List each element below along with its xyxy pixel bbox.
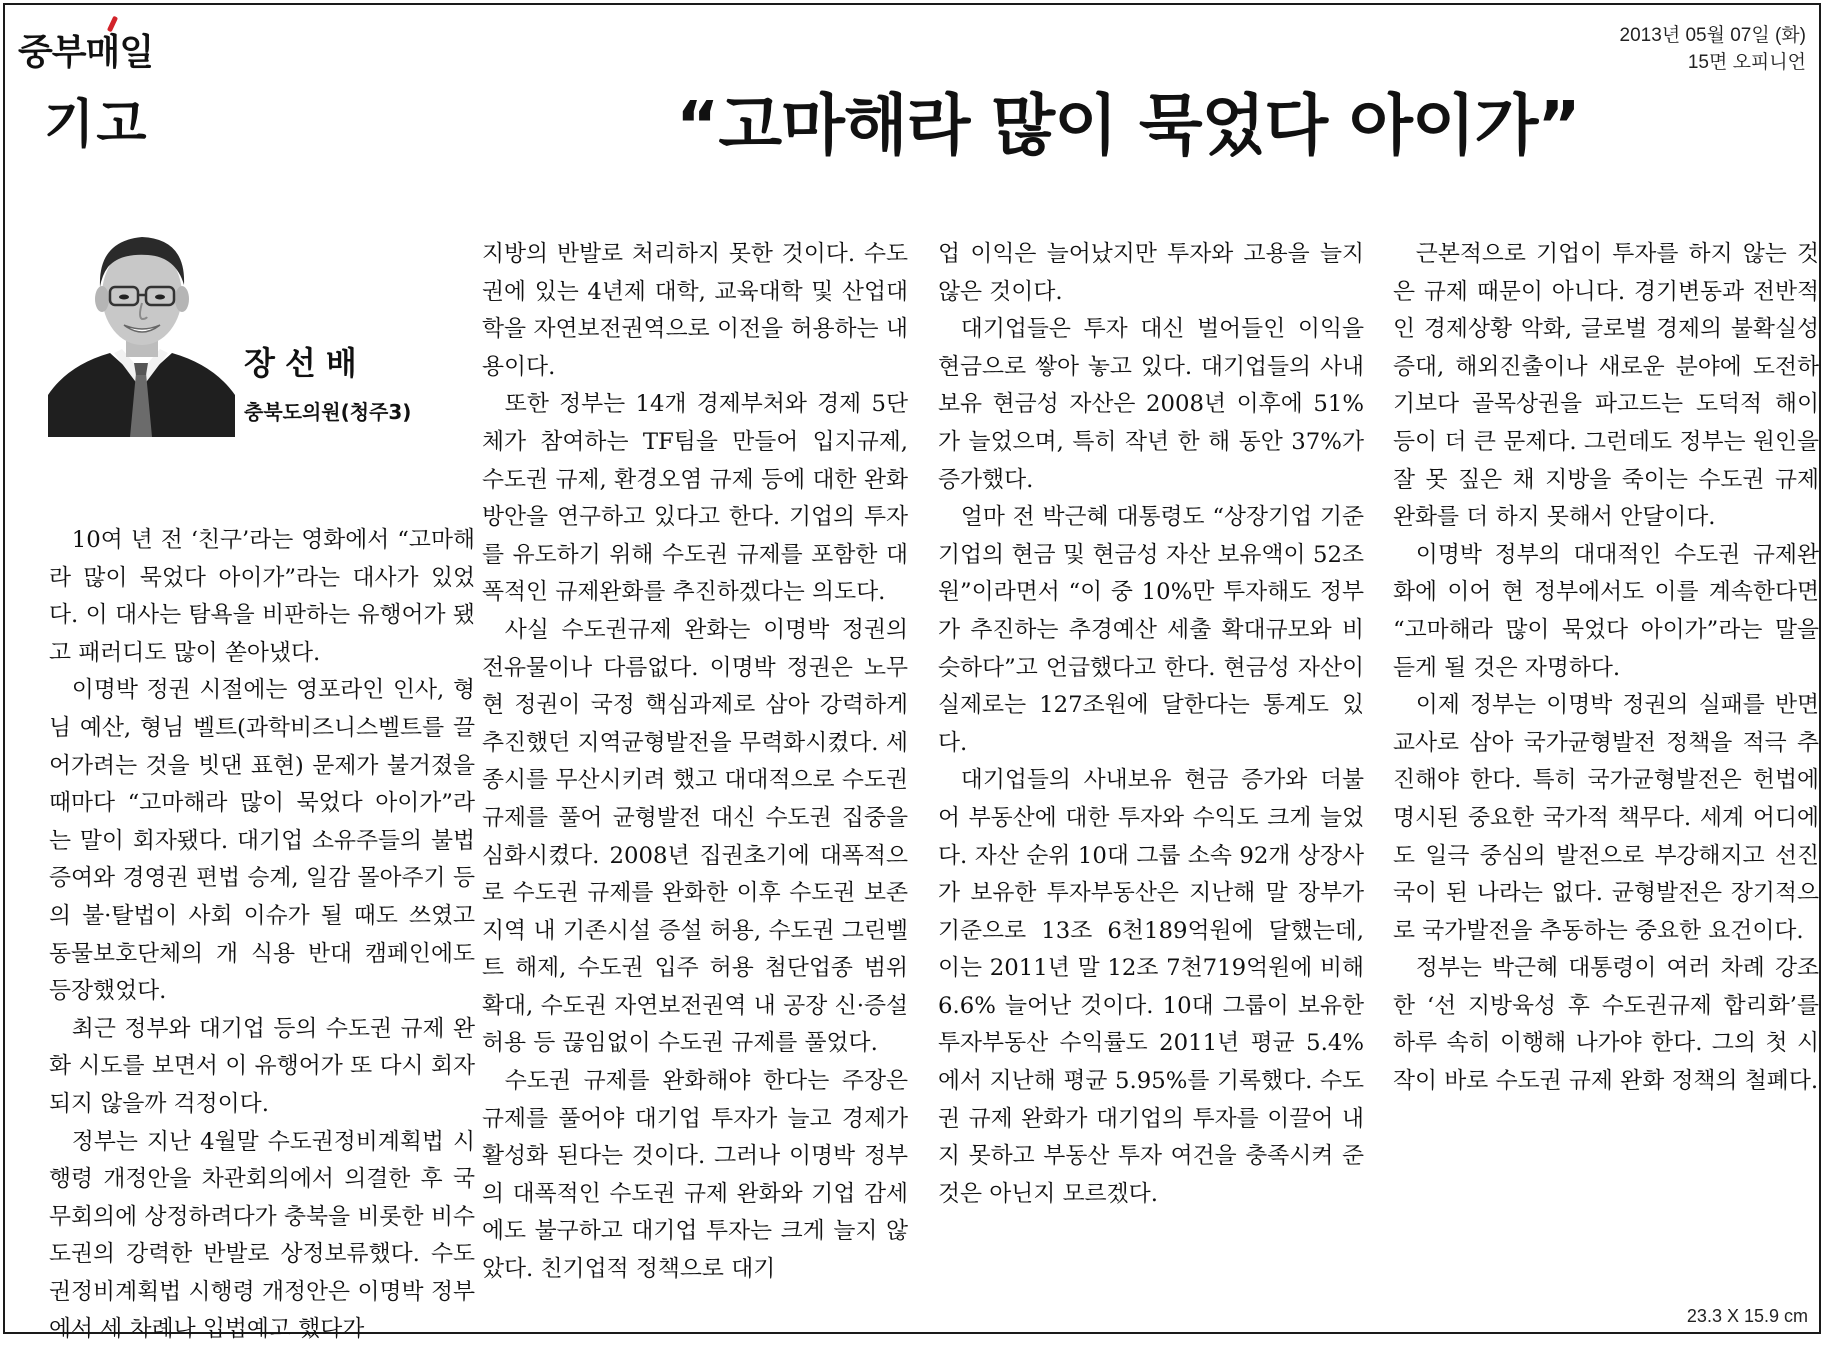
section-label: 기고 [44, 82, 148, 157]
paragraph: 정부는 지난 4월말 수도권정비계획법 시행령 개정안을 차관회의에서 의결한 후 국무회의에 상정하려다가 충북을 비롯한 비수도권의 강력한 반발로 상정보류했다. 수도권정비계획법 시행령 개정안은 이명박 정부에서 세 차례나 입법예고 했다가 [49, 1124, 475, 1349]
author-portrait-photo [48, 213, 235, 437]
paragraph: 사실 수도권규제 완화는 이명박 정권의 전유물이나 다름없다. 이명박 정권은 노무현 정권이 국정 핵심과제로 삼아 강력하게 추진했던 지역균형발전을 무력화시켰다. 세종시를 무산시키려 했고 대대적으로 수도권규제를 풀어 균형발전 대신 수도권 집중을 심화시켰다. 2008년 집권초기에 대폭적으로 수도권 규제를 완화한 이후 수도권 보존지역 내 기존시설 증설 허용, 수도권 그린벨트 해제, 수도권 입주 허용 첨단업종 범위 확대, 수도권 자연보전권역 내 공장 신·증설 허용 등 끊임없이 수도권 규제를 풀었다. [482, 612, 908, 1063]
paragraph: 이명박 정부의 대대적인 수도권 규제완화에 이어 현 정부에서도 이를 계속한다면 “고마해라 많이 묵었다 아이가”라는 말을 듣게 될 것은 자명하다. [1393, 537, 1819, 687]
article-headline: “고마해라 많이 묵었다 아이가” [676, 72, 1580, 167]
paragraph: 또한 정부는 14개 경제부처와 경제 5단체가 참여하는 TF팀을 만들어 입지규제, 수도권 규제, 환경오염 규제 등에 대한 완화방안을 연구하고 있다고 한다. 기업의 투자를 유도하기 위해 수도권 규제를 포함한 대폭적인 규제완화를 추진하겠다는 의도다. [482, 386, 908, 612]
article-column-2 [482, 236, 908, 1318]
paragraph: 수도권 규제를 완화해야 한다는 주장은 규제를 풀어야 대기업 투자가 늘고 경제가 활성화 된다는 것이다. 그러나 이명박 정부의 대폭적인 수도권 규제 완화와 기업 감세에도 불구하고 대기업 투자는 크게 늘지 않았다. 친기업적 정책으로 대기 [482, 1063, 908, 1289]
paragraph: 이명박 정권 시절에는 영포라인 인사, 형님 예산, 형님 벨트(과학비즈니스벨트를 끌어가려는 것을 빗댄 표현) 문제가 불거졌을 때마다 “고마해라 많이 묵었다 아이가”라는 말이 회자됐다. 대기업 소유주들의 불법 증여와 경영권 편법 승계, 일감 몰아주기 등의 불·탈법이 사회 이슈가 될 때도 쓰였고 동물보호단체의 개 식용 반대 캠페인에도 등장했었다. [49, 672, 475, 1010]
paragraph: 얼마 전 박근혜 대통령도 “상장기업 기준 기업의 현금 및 현금성 자산 보유액이 52조원”이라면서 “이 중 10%만 투자해도 정부가 추진하는 추경예산 세출 확대규모와 비슷하다”고 언급했다고 한다. 현금성 자산이 실제로는 127조원에 달한다는 통계도 있다. [938, 499, 1364, 762]
author-name: 장선배 [244, 338, 367, 384]
paragraph: 최근 정부와 대기업 등의 수도권 규제 완화 시도를 보면서 이 유행어가 또 다시 회자되지 않을까 걱정이다. [49, 1011, 475, 1124]
article-column-3 [938, 236, 1364, 1318]
article-column-1 [49, 522, 475, 1318]
newspaper-logo [18, 24, 153, 75]
paragraph: 이제 정부는 이명박 정권의 실패를 반면교사로 삼아 국가균형발전 정책을 적극 추진해야 한다. 특히 국가균형발전은 헌법에 명시된 중요한 국가적 책무다. 세계 어디에도 일극 중심의 발전으로 부강해지고 선진국이 된 나라는 없다. 균형발전은 장기적으로 국가발전을 추동하는 중요한 요건이다. [1393, 687, 1819, 950]
issue-date: 2013년 05월 07일 (화) [1620, 22, 1806, 49]
paragraph: 지방의 반발로 처리하지 못한 것이다. 수도권에 있는 4년제 대학, 교육대학 및 산업대학을 자연보전권역으로 이전을 허용하는 내용이다. [482, 236, 908, 386]
paragraph: 정부는 박근혜 대통령이 여러 차례 강조한 ‘선 지방육성 후 수도권규제 합리화’를 하루 속히 이행해 나가야 한다. 그의 첫 시작이 바로 수도권 규제 완화 정책의 철폐다. [1393, 950, 1819, 1100]
paragraph: 근본적으로 기업이 투자를 하지 않는 것은 규제 때문이 아니다. 경기변동과 전반적인 경제상황 악화, 글로벌 경제의 불확실성 증대, 해외진출이나 새로운 분야에 도전하기보다 골목상권을 파고드는 도덕적 해이 등이 더 큰 문제다. 그런데도 정부는 원인을 잘 못 짚은 채 지방을 죽이는 수도권 규제 완화를 더 하지 못해서 안달이다. [1393, 236, 1819, 537]
paragraph: 업 이익은 늘어났지만 투자와 고용을 늘지 않은 것이다. [938, 236, 1364, 311]
issue-meta [1620, 22, 1806, 76]
clipping-size-label: 23.3 X 15.9 cm [1687, 1306, 1808, 1327]
paragraph: 대기업들의 사내보유 현금 증가와 더불어 부동산에 대한 투자와 수익도 크게 늘었다. 자산 순위 10대 그룹 소속 92개 상장사가 보유한 투자부동산은 지난해 말 장부가 기준으로 13조 6천189억원에 달했는데, 이는 2011년 말 12조 7천719억원에 비해 6.6% 늘어난 것이다. 10대 그룹이 보유한 투자부동산 수익률도 2011년 평균 5.4%에서 지난해 평균 5.95%를 기록했다. 수도권 규제 완화가 대기업의 투자를 이끌어 내지 못하고 부동산 투자 여건을 충족시켜 준 것은 아닌지 모르겠다. [938, 762, 1364, 1213]
paragraph: 대기업들은 투자 대신 벌어들인 이익을 현금으로 쌓아 놓고 있다. 대기업들의 사내 보유 현금성 자산은 2008년 이후에 51%가 늘었으며, 특히 작년 한 해 동안 37%가 증가했다. [938, 311, 1364, 499]
author-affiliation: 충북도의원(청주3) [244, 396, 411, 425]
issue-page: 15면 오피니언 [1620, 49, 1806, 76]
newspaper-name: 중부매일 [18, 32, 153, 73]
paragraph: 10여 년 전 ‘친구’라는 영화에서 “고마해라 많이 묵었다 아이가”라는 대사가 있었다. 이 대사는 탐욕을 비판하는 유행어가 됐고 패러디도 많이 쏟아냈다. [49, 522, 475, 672]
article-column-4 [1393, 236, 1819, 1318]
